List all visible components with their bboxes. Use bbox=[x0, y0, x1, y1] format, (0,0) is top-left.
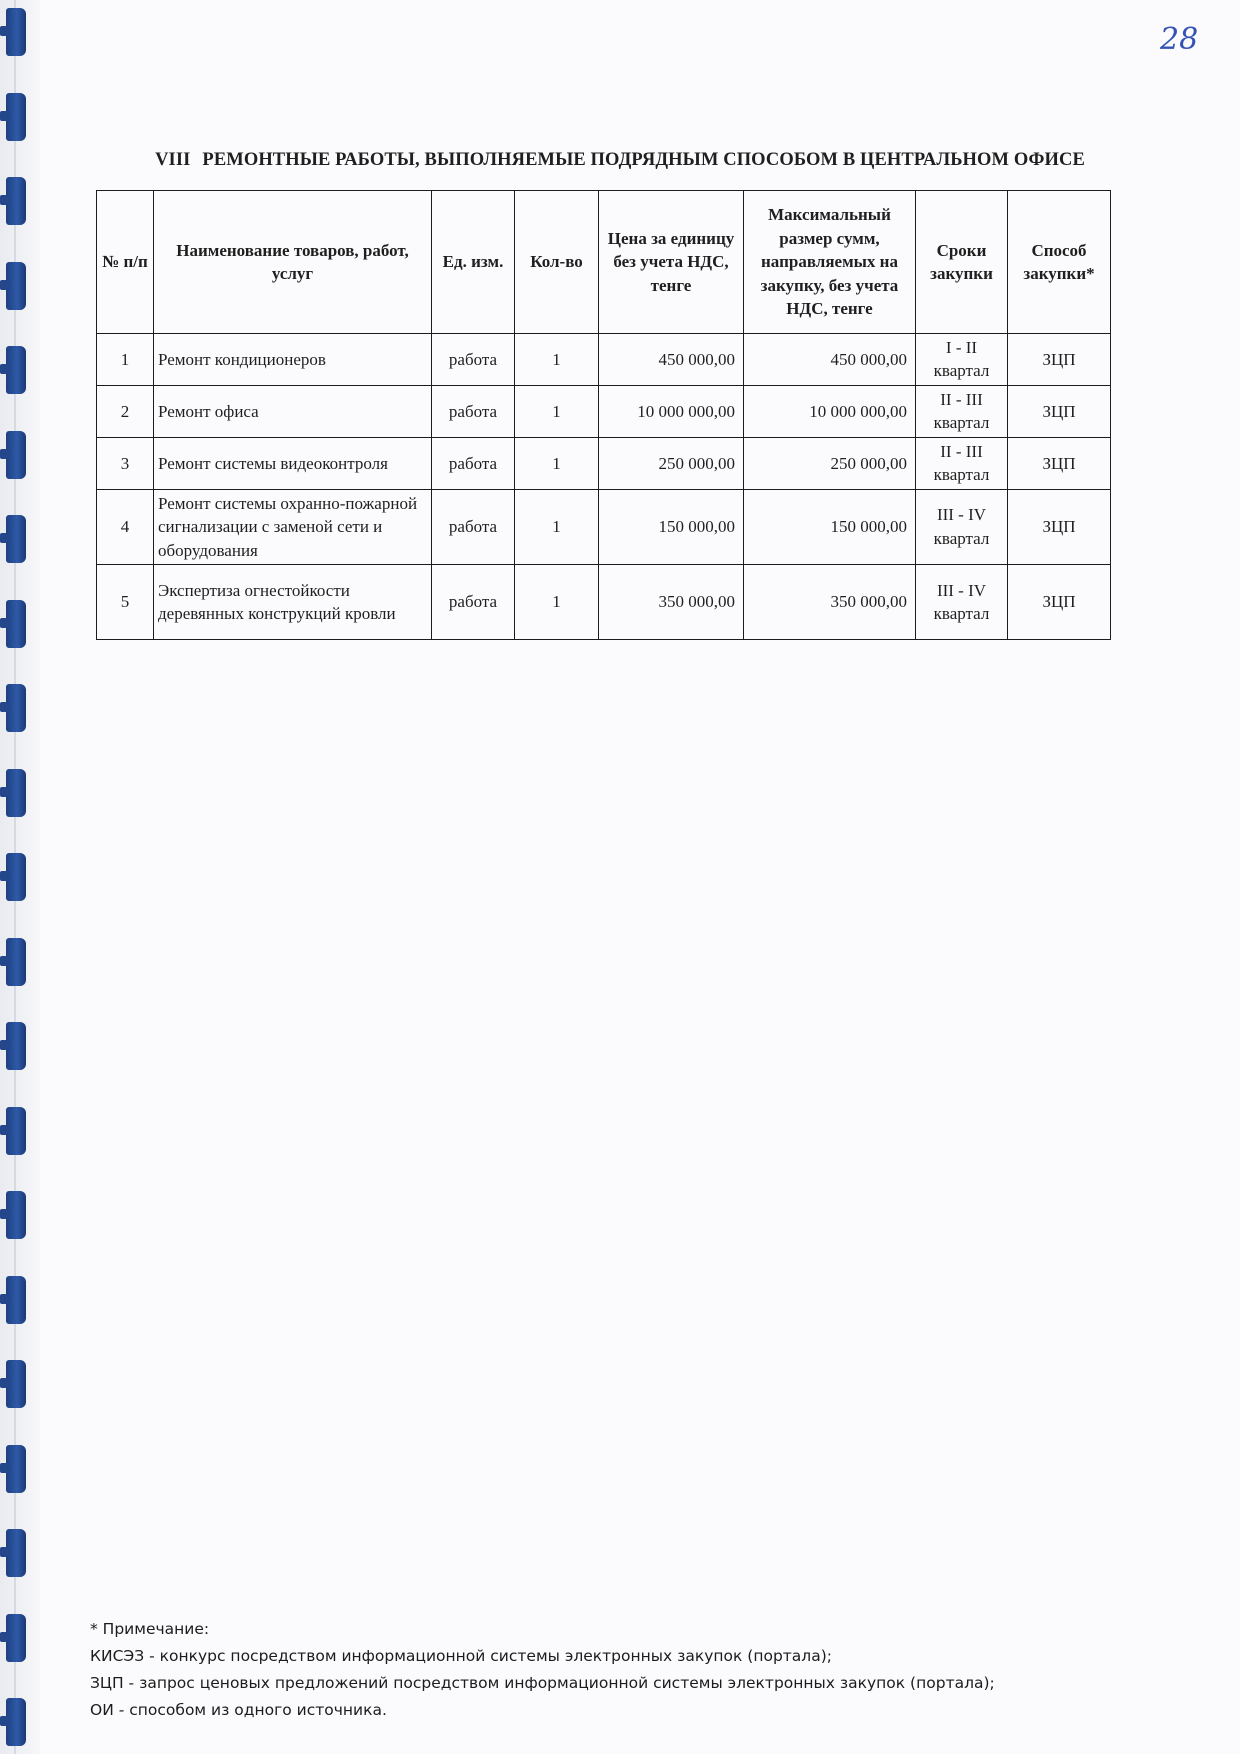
cell-num: 4 bbox=[97, 489, 154, 564]
header-method: Способ закупки* bbox=[1008, 191, 1111, 334]
cell-name: Экспертиза огнестойкости деревянных конструкций кровли bbox=[154, 565, 432, 640]
footnote-line: ЗЦП - запрос ценовых предложений посредством информационной системы электронных закупок (портала); bbox=[90, 1674, 995, 1692]
binding-ring bbox=[6, 93, 26, 141]
binding-ring bbox=[6, 1445, 26, 1493]
handwritten-page-number: 28 bbox=[1160, 22, 1199, 57]
cell-price: 450 000,00 bbox=[599, 334, 744, 386]
cell-max-sum: 250 000,00 bbox=[744, 437, 916, 489]
table-row bbox=[97, 334, 1111, 386]
cell-period: III - IV квартал bbox=[916, 489, 1008, 564]
binding-ring bbox=[6, 1276, 26, 1324]
binding-ring bbox=[6, 600, 26, 648]
binding-ring bbox=[6, 515, 26, 563]
binding-ring bbox=[6, 1191, 26, 1239]
header-period: Сроки закупки bbox=[916, 191, 1008, 334]
cell-unit: работа bbox=[432, 334, 515, 386]
cell-qty: 1 bbox=[515, 437, 599, 489]
cell-period: III - IV квартал bbox=[916, 565, 1008, 640]
header-name: Наименование товаров, работ, услуг bbox=[154, 191, 432, 334]
cell-name: Ремонт офиса bbox=[154, 385, 432, 437]
cell-period: II - III квартал bbox=[916, 385, 1008, 437]
cell-name: Ремонт системы охранно-пожарной сигнализации с заменой сети и оборудования bbox=[154, 489, 432, 564]
cell-price: 350 000,00 bbox=[599, 565, 744, 640]
binding-ring bbox=[6, 1022, 26, 1070]
binding-ring bbox=[6, 769, 26, 817]
cell-max-sum: 10 000 000,00 bbox=[744, 385, 916, 437]
binding-ring bbox=[6, 177, 26, 225]
cell-method: ЗЦП bbox=[1008, 385, 1111, 437]
cell-num: 1 bbox=[97, 334, 154, 386]
binding-ring bbox=[6, 1360, 26, 1408]
binding-ring bbox=[6, 684, 26, 732]
cell-num: 5 bbox=[97, 565, 154, 640]
header-num: № п/п bbox=[97, 191, 154, 334]
table-row bbox=[97, 437, 1111, 489]
cell-name: Ремонт системы видеоконтроля bbox=[154, 437, 432, 489]
cell-qty: 1 bbox=[515, 385, 599, 437]
cell-num: 3 bbox=[97, 437, 154, 489]
binding-ring bbox=[6, 1107, 26, 1155]
cell-max-sum: 350 000,00 bbox=[744, 565, 916, 640]
procurement-table bbox=[96, 190, 1111, 640]
footnote-line: КИСЭЗ - конкурс посредством информационной системы электронных закупок (портала); bbox=[90, 1647, 832, 1665]
cell-method: ЗЦП bbox=[1008, 334, 1111, 386]
cell-method: ЗЦП bbox=[1008, 437, 1111, 489]
binding-ring bbox=[6, 853, 26, 901]
cell-qty: 1 bbox=[515, 334, 599, 386]
binding-ring bbox=[6, 262, 26, 310]
footnote bbox=[90, 1616, 995, 1724]
table-header-row bbox=[97, 191, 1111, 334]
cell-period: I - II квартал bbox=[916, 334, 1008, 386]
cell-qty: 1 bbox=[515, 489, 599, 564]
cell-price: 250 000,00 bbox=[599, 437, 744, 489]
cell-unit: работа bbox=[432, 385, 515, 437]
table-row bbox=[97, 565, 1111, 640]
binding-ring bbox=[6, 1529, 26, 1577]
footnote-heading: * Примечание: bbox=[90, 1620, 210, 1638]
spiral-binding bbox=[0, 0, 40, 1754]
section-title-text: РЕМОНТНЫЕ РАБОТЫ, ВЫПОЛНЯЕМЫЕ ПОДРЯДНЫМ СПОСОБОМ В ЦЕНТРАЛЬНОМ ОФИСЕ bbox=[202, 150, 1085, 170]
header-unit: Ед. изм. bbox=[432, 191, 515, 334]
header-max-sum: Максимальный размер сумм, направляемых на закупку, без учета НДС, тенге bbox=[744, 191, 916, 334]
cell-price: 10 000 000,00 bbox=[599, 385, 744, 437]
cell-max-sum: 150 000,00 bbox=[744, 489, 916, 564]
binding-ring bbox=[6, 1614, 26, 1662]
cell-period: II - III квартал bbox=[916, 437, 1008, 489]
binding-ring bbox=[6, 431, 26, 479]
cell-unit: работа bbox=[432, 565, 515, 640]
section-number: VIII bbox=[155, 150, 191, 170]
table-row bbox=[97, 489, 1111, 564]
footnote-line: ОИ - способом из одного источника. bbox=[90, 1701, 387, 1719]
binding-ring bbox=[6, 938, 26, 986]
cell-name: Ремонт кондиционеров bbox=[154, 334, 432, 386]
cell-max-sum: 450 000,00 bbox=[744, 334, 916, 386]
binding-ring bbox=[6, 1698, 26, 1746]
header-qty: Кол-во bbox=[515, 191, 599, 334]
cell-qty: 1 bbox=[515, 565, 599, 640]
cell-method: ЗЦП bbox=[1008, 489, 1111, 564]
cell-unit: работа bbox=[432, 437, 515, 489]
cell-num: 2 bbox=[97, 385, 154, 437]
table-row bbox=[97, 385, 1111, 437]
header-price: Цена за единицу без учета НДС, тенге bbox=[599, 191, 744, 334]
cell-price: 150 000,00 bbox=[599, 489, 744, 564]
binding-ring bbox=[6, 8, 26, 56]
cell-method: ЗЦП bbox=[1008, 565, 1111, 640]
cell-unit: работа bbox=[432, 489, 515, 564]
binding-ring bbox=[6, 346, 26, 394]
section-title bbox=[0, 150, 1240, 171]
